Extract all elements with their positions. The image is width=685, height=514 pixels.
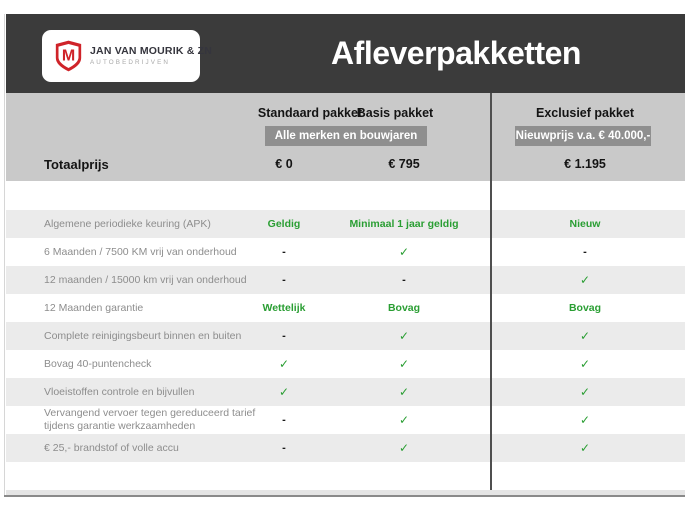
row-label: 12 Maanden garantie xyxy=(44,301,144,314)
cell-basis: ✓ xyxy=(398,385,410,399)
column-header-standaard: Standaard pakket xyxy=(257,106,363,120)
cell-exclusief: ✓ xyxy=(579,413,591,427)
cell-standaard: - xyxy=(282,414,286,426)
cell-exclusief: - xyxy=(583,246,587,258)
cell-exclusief: ✓ xyxy=(579,357,591,371)
cell-basis: ✓ xyxy=(398,357,410,371)
row-label: Algemene periodieke keuring (APK) xyxy=(44,217,211,230)
cell-standaard: - xyxy=(282,246,286,258)
table-row xyxy=(6,378,685,406)
cell-exclusief: ✓ xyxy=(579,273,591,287)
cell-exclusief: Nieuw xyxy=(569,218,601,230)
footer-line xyxy=(4,495,685,497)
table-row xyxy=(6,210,685,238)
cell-exclusief: ✓ xyxy=(579,441,591,455)
cell-exclusief: ✓ xyxy=(579,329,591,343)
table-row xyxy=(6,350,685,378)
cell-basis: ✓ xyxy=(398,329,410,343)
package-header-band xyxy=(6,93,685,181)
cell-standaard: ✓ xyxy=(278,385,290,399)
badge-alle-merken: Alle merken en bouwjaren xyxy=(265,126,427,146)
row-label: € 25,- brandstof of volle accu xyxy=(44,441,179,454)
brand-subtitle: AUTOBEDRIJVEN xyxy=(90,58,171,66)
table-row xyxy=(6,406,685,434)
cell-basis: ✓ xyxy=(398,413,410,427)
header-bar xyxy=(6,14,685,93)
left-edge-divider xyxy=(4,14,5,497)
table-row xyxy=(6,434,685,462)
totaalprijs-basis: € 795 xyxy=(388,157,420,171)
row-label: Complete reinigingsbeurt binnen en buiten xyxy=(44,329,242,342)
table-row xyxy=(6,294,685,322)
cell-standaard: Wettelijk xyxy=(262,302,306,314)
row-label: Vloeistoffen controle en bijvullen xyxy=(44,385,195,398)
brand-logo xyxy=(42,30,213,82)
page-title: Afleverpakketten xyxy=(331,35,581,71)
row-label: 12 maanden / 15000 km vrij van onderhoud xyxy=(44,273,247,286)
row-label: 6 Maanden / 7500 KM vrij van onderhoud xyxy=(44,245,237,258)
cell-standaard: - xyxy=(282,274,286,286)
shield-monogram-icon xyxy=(55,40,82,72)
row-label: Vervangend vervoer tegen gereduceerd tarief tijdens garantie werkzaamheden xyxy=(44,407,256,432)
brand-text xyxy=(90,46,212,66)
totaalprijs-label: Totaalprijs xyxy=(44,157,109,172)
cell-basis: Bovag xyxy=(387,302,421,314)
cell-basis: - xyxy=(402,274,406,286)
table-row xyxy=(6,266,685,294)
row-label: Bovag 40-puntencheck xyxy=(44,357,152,370)
cell-basis: ✓ xyxy=(398,245,410,259)
table-row xyxy=(6,238,685,266)
cell-standaard: - xyxy=(282,442,286,454)
exclusief-column-divider xyxy=(490,93,492,497)
brand-name: JAN VAN MOURIK & ZN xyxy=(90,45,213,58)
cell-exclusief: ✓ xyxy=(579,385,591,399)
cell-basis: ✓ xyxy=(398,441,410,455)
table-row xyxy=(6,322,685,350)
cell-standaard: Geldig xyxy=(267,218,301,230)
column-header-basis: Basis pakket xyxy=(356,106,434,120)
cell-exclusief: Bovag xyxy=(568,302,602,314)
cell-standaard: ✓ xyxy=(278,357,290,371)
totaalprijs-standaard: € 0 xyxy=(275,157,293,171)
column-header-exclusief: Exclusief pakket xyxy=(536,106,634,120)
cell-standaard: - xyxy=(282,330,286,342)
cell-basis: Minimaal 1 jaar geldig xyxy=(349,218,459,230)
svg-text:M: M xyxy=(61,47,76,65)
badge-nieuwprijs: Nieuwprijs v.a. € 40.000,- xyxy=(515,126,651,146)
feature-table xyxy=(6,210,685,462)
totaalprijs-exclusief: € 1.195 xyxy=(564,157,606,171)
